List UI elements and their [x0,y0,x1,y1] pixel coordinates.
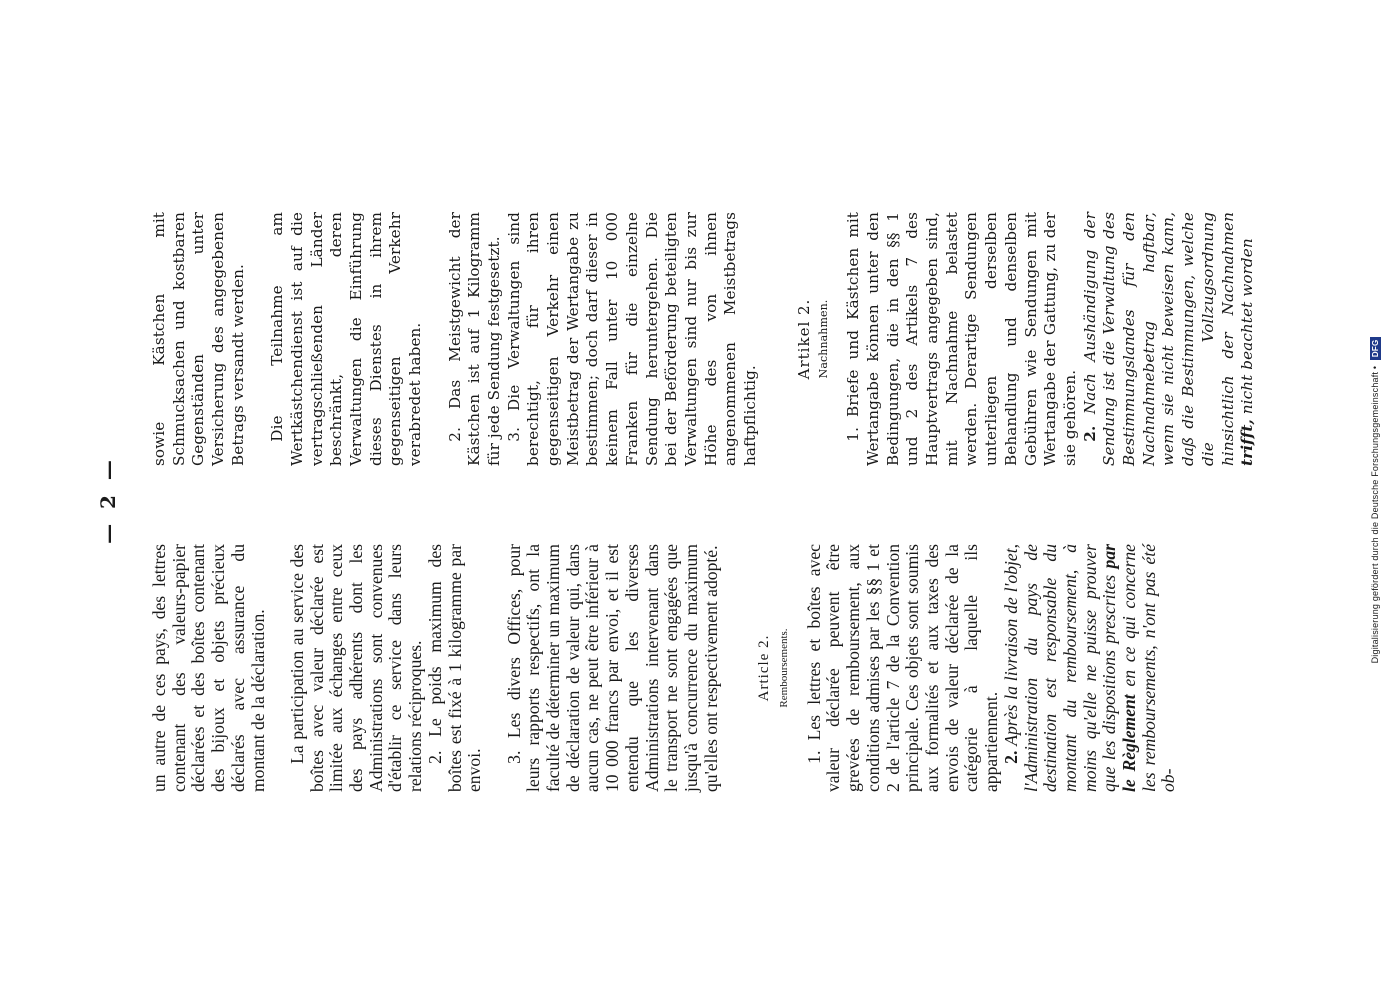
german-paragraph: 2. Das Meistgewicht der Kästchen ist auf 1 Kilogramm für jede Sendung festgesetzt. [445,212,503,466]
german-paragraph: 3. Die Verwaltungen sind berechtigt, für ihren gegenseitigen Verkehr einen Meistbetrag der Wertangabe zu bestimmen; doch darf dieser in keinem Fall unter 10 000 Franken für die einzelne Sendung heruntergehen. Die bei der Beförderung beteiligten Verwaltungen sind nur bis zur Höhe des von ihnen angenommenen Meistbetrags haftpflichtig. [504,212,760,466]
french-bold-text: par le Règlement [1099,544,1140,792]
dfg-logo: DFG [1370,337,1381,361]
french-paragraph: 2. Le poids maximum des boîtes est fixé à 1 kilogramme par envoi. [424,544,485,792]
german-paragraph: 1. Briefe und Kästchen mit Wertangabe können unter den Bedingungen, die in den §§ 1 und 2 des Artikels 7 des Hauptvertrags angegeben sind, mit Nachnahme belastet werden. Derartige Sendungen unterliegen derselben Behandlung und denselben Gebühren wie Sendungen mit Wertangabe der Gattung, zu der sie gehören. [844,212,1079,466]
german-italic-text: nicht beachtet worden [1238,238,1257,415]
funding-footer [1370,0,1381,1000]
french-italic-text: Après la livraison de l'objet, l'Administration du pays de destination est responsable du montant du remboursement, à moins qu'elle ne puisse prouver que les dispositions prescrites [1000,544,1120,792]
french-paragraph: un autre de ces pays, des lettres contenant des valeurs-papier déclarées et des boîtes contenant des bijoux et objets précieux déclarés avec assurance du montant de la déclaration. [149,544,268,792]
german-paragraph: sowie Kästchen mit Schmucksachen und kostbaren Gegenständen unter Versicherung des angegebenen Betrags versandt werden. [150,212,247,466]
french-article-title: Article 2. [756,634,773,702]
german-paragraph-italic [1081,212,1258,466]
french-paragraph-italic [1002,544,1179,792]
french-paragraph: La participation au service des boîtes avec valeur déclarée est limitée aux échanges entre ceux des pays adhérents dont les Administrations sont convenues d'établir ce service dans leurs relations réciproques. [286,544,426,792]
french-article-subtitle: Remboursements. [778,628,791,708]
french-column [150,544,1179,792]
french-paragraph-number: 2. [1000,750,1021,764]
french-italic-text: en ce qui concerne les remboursements, n'ont pas été ob- [1119,544,1179,792]
german-column [150,212,1258,466]
french-paragraph: 1. Les lettres et boîtes avec valeur déclarée peuvent être grevées de remboursement, aux conditions admises par les §§ 1 et 2 de l'article 7 de la Convention principale. Ces objets sont soumis aux formalités et aux taxes des envois de valeur déclarée de la catégorie à laquelle ils appartiennent. [803,544,1002,792]
german-bold-text: trifft, [1238,419,1257,466]
german-italic-text: Nach Aushändigung der Sendung ist die Verwaltung des Bestimmungslandes für den Nachnahmebetrag haftbar, wenn sie nicht beweisen kann, daß die Bestimmungen, welche die Vollzugsordnung hinsichtlich der Nachnahmen [1080,212,1237,466]
footer-text: Digitalisierung gefördert durch die Deutsche Forschungsgemeinschaft • [1370,365,1380,664]
german-article-title: Artikel 2. [794,298,813,380]
german-paragraph-number: 2. [1080,425,1099,442]
french-paragraph: 3. Les divers Offices, pour leurs rapports respectifs, ont la faculté de déterminer un maximum de déclaration de valeur qui, dans aucun cas, ne peut être inférieur à 10 000 francs par envoi, et il est entendu que les diverses Administrations intervenant dans le transport ne sont engagées que jusqu'à concurrence du maximum qu'elles ont respectivement adopté. [503,544,721,792]
page-number: — 2 — [96,456,120,544]
german-paragraph: Die Teilnahme am Wertkästchendienst ist auf die vertragschließenden Länder beschränkt, deren Verwaltungen die Einführung dieses Dienstes in ihrem gegenseitigen Verkehr verabredet haben. [268,212,425,466]
german-article-subtitle: Nachnahmen. [817,299,831,379]
